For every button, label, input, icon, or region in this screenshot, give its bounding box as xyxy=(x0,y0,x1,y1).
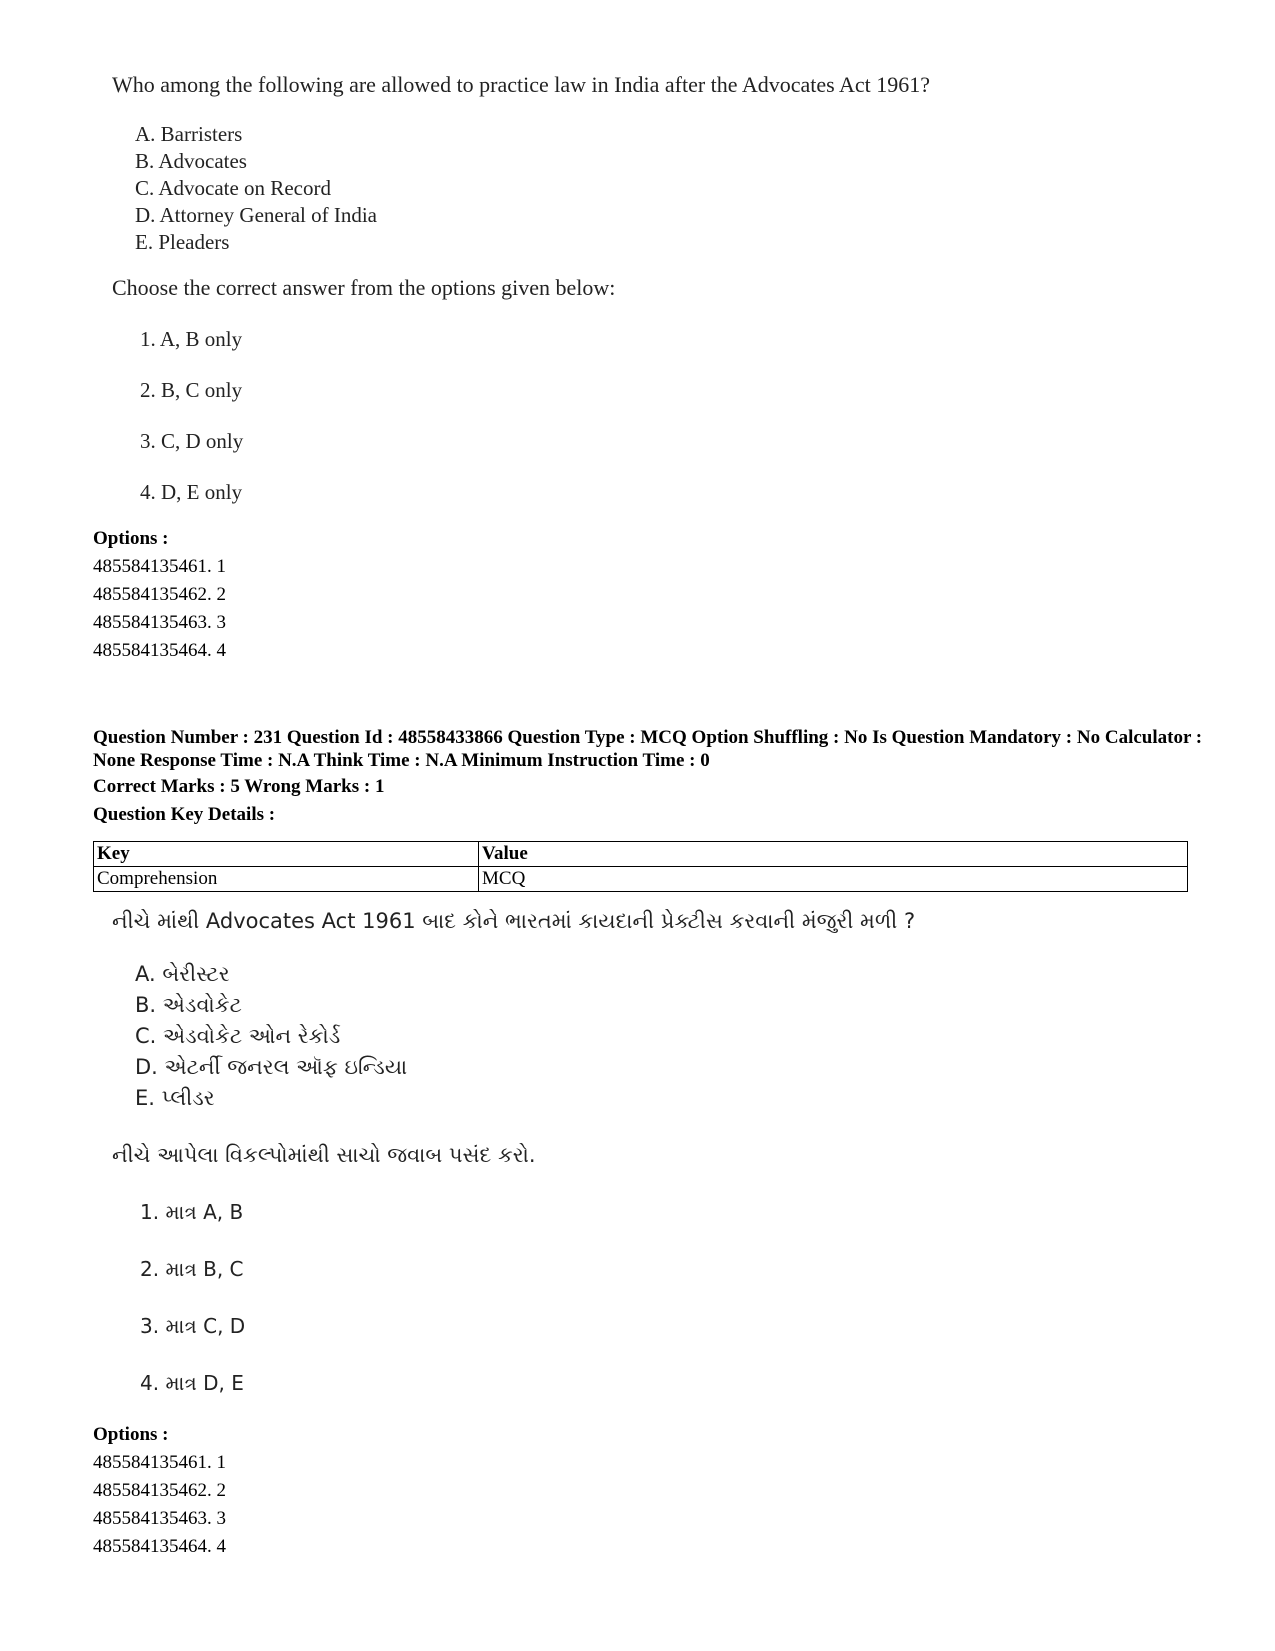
answer-choice-2: 2. B, C only xyxy=(140,378,243,402)
option-id-1-2: 485584135461. 1 xyxy=(93,1452,226,1473)
answer-choice-1: 1. A, B only xyxy=(140,327,243,351)
statement-c-gujarati: C. એડવોકેટ ઓન રેકોર્ડ xyxy=(135,1024,341,1048)
statement-a: A. Barristers xyxy=(135,122,243,146)
statement-list-gujarati xyxy=(135,959,407,1114)
option-id-4-2: 485584135464. 4 xyxy=(93,1536,226,1557)
instruction-text-gujarati: નીચે આપેલા વિકલ્પોમાંથી સાચો જવાબ પસંદ કરો. xyxy=(112,1143,536,1167)
answer-choice-3-gujarati: 3. માત્ર C, D xyxy=(140,1314,246,1338)
answer-choice-2-gujarati: 2. માત્ર B, C xyxy=(140,1257,244,1281)
key-table xyxy=(93,841,1188,892)
question-meta: Question Number : 231 Question Id : 48558433866 Question Type : MCQ Option Shuffling : No Is Question Mandatory : No Calculator : None Response Time : N.A Think Time : N.A Minimum Instruction Time : 0 xyxy=(93,727,1203,771)
statement-d: D. Attorney General of India xyxy=(135,203,378,227)
table-cell-key: Comprehension xyxy=(94,867,479,892)
table-header-key: Key xyxy=(94,842,479,867)
statement-b-gujarati: B. એડવોકેટ xyxy=(135,993,242,1017)
statement-b: B. Advocates xyxy=(135,149,247,173)
answer-choice-1-gujarati: 1. માત્ર A, B xyxy=(140,1200,244,1224)
statement-a-gujarati: A. બેરીસ્ટર xyxy=(135,962,230,986)
table-header-value: Value xyxy=(479,842,1188,867)
instruction-text: Choose the correct answer from the options given below: xyxy=(112,275,616,300)
statement-e-gujarati: E. પ્લીડર xyxy=(135,1086,215,1110)
option-id-2-2: 485584135462. 2 xyxy=(93,1480,226,1501)
answer-choice-4-gujarati: 4. માત્ર D, E xyxy=(140,1371,244,1395)
table-cell-value: MCQ xyxy=(479,867,1188,892)
question-text: Who among the following are allowed to practice law in India after the Advocates Act 1961? xyxy=(112,72,930,97)
question-text-gujarati: નીચે માંથી Advocates Act 1961 બાદ કોને ભારતમાં કાયદાની પ્રેક્ટીસ કરવાની મંજુરી મળી ? xyxy=(112,909,916,933)
options-label: Options : xyxy=(93,528,169,549)
statement-c: C. Advocate on Record xyxy=(135,176,331,200)
statement-list xyxy=(135,121,377,256)
option-id-3: 485584135463. 3 xyxy=(93,612,226,633)
answer-choice-4: 4. D, E only xyxy=(140,480,243,504)
table-header-row xyxy=(94,842,1188,867)
option-id-4: 485584135464. 4 xyxy=(93,640,226,661)
statement-e: E. Pleaders xyxy=(135,230,230,254)
answer-choice-3: 3. C, D only xyxy=(140,429,244,453)
key-details-label: Question Key Details : xyxy=(93,804,276,825)
option-id-3-2: 485584135463. 3 xyxy=(93,1508,226,1529)
option-id-2: 485584135462. 2 xyxy=(93,584,226,605)
options-label-2: Options : xyxy=(93,1424,169,1445)
marks-info: Correct Marks : 5 Wrong Marks : 1 xyxy=(93,776,385,797)
option-id-1: 485584135461. 1 xyxy=(93,556,226,577)
table-row xyxy=(94,867,1188,892)
statement-d-gujarati: D. એટર્ની જનરલ ઑફ ઇન્ડિયા xyxy=(135,1055,408,1079)
